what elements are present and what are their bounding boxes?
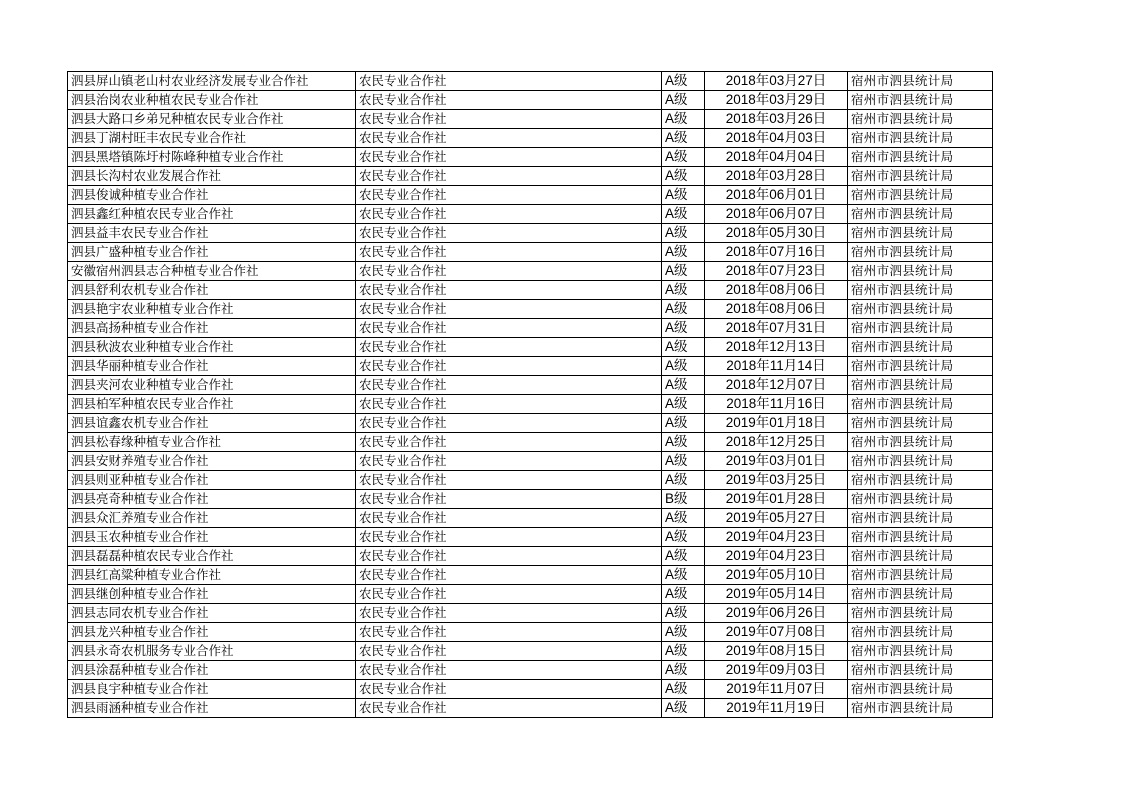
cooperative-type-cell: 农民专业合作社 <box>356 528 662 547</box>
cooperative-type-cell: 农民专业合作社 <box>356 186 662 205</box>
rating-grade-cell: A级 <box>662 471 705 490</box>
cooperative-name-cell: 泗县艳宇农业种植专业合作社 <box>68 300 356 319</box>
cooperative-type-cell: 农民专业合作社 <box>356 699 662 718</box>
rating-date-cell: 2018年03月26日 <box>705 110 848 129</box>
rating-grade-cell: A级 <box>662 224 705 243</box>
rating-grade-cell: A级 <box>662 262 705 281</box>
rating-date-cell: 2019年03月25日 <box>705 471 848 490</box>
cooperative-name-cell: 泗县志同农机专业合作社 <box>68 604 356 623</box>
rating-grade-cell: A级 <box>662 376 705 395</box>
rating-grade-cell: A级 <box>662 110 705 129</box>
rating-grade-cell: A级 <box>662 148 705 167</box>
issuing-agency-cell: 宿州市泗县统计局 <box>848 224 993 243</box>
cooperative-type-cell: 农民专业合作社 <box>356 585 662 604</box>
rating-date-cell: 2019年09月03日 <box>705 661 848 680</box>
table-row <box>68 300 993 319</box>
issuing-agency-cell: 宿州市泗县统计局 <box>848 319 993 338</box>
cooperative-type-cell: 农民专业合作社 <box>356 433 662 452</box>
cooperative-type-cell: 农民专业合作社 <box>356 623 662 642</box>
table-row <box>68 110 993 129</box>
table-row <box>68 72 993 91</box>
cooperative-type-cell: 农民专业合作社 <box>356 452 662 471</box>
cooperative-type-cell: 农民专业合作社 <box>356 338 662 357</box>
cooperative-name-cell: 泗县众汇养殖专业合作社 <box>68 509 356 528</box>
issuing-agency-cell: 宿州市泗县统计局 <box>848 91 993 110</box>
cooperative-name-cell: 泗县龙兴种植专业合作社 <box>68 623 356 642</box>
table-row <box>68 604 993 623</box>
table-row <box>68 395 993 414</box>
rating-date-cell: 2018年11月14日 <box>705 357 848 376</box>
rating-date-cell: 2019年04月23日 <box>705 528 848 547</box>
cooperative-name-cell: 泗县鑫红种植农民专业合作社 <box>68 205 356 224</box>
rating-grade-cell: A级 <box>662 243 705 262</box>
table-row <box>68 661 993 680</box>
table-row <box>68 699 993 718</box>
rating-date-cell: 2018年12月25日 <box>705 433 848 452</box>
rating-date-cell: 2019年05月27日 <box>705 509 848 528</box>
issuing-agency-cell: 宿州市泗县统计局 <box>848 414 993 433</box>
cooperative-name-cell: 泗县安财养殖专业合作社 <box>68 452 356 471</box>
rating-date-cell: 2019年11月19日 <box>705 699 848 718</box>
rating-date-cell: 2018年06月01日 <box>705 186 848 205</box>
rating-date-cell: 2018年05月30日 <box>705 224 848 243</box>
issuing-agency-cell: 宿州市泗县统计局 <box>848 566 993 585</box>
rating-date-cell: 2018年08月06日 <box>705 300 848 319</box>
issuing-agency-cell: 宿州市泗县统计局 <box>848 433 993 452</box>
rating-date-cell: 2019年01月18日 <box>705 414 848 433</box>
cooperative-rating-table <box>67 71 993 718</box>
cooperative-name-cell: 泗县治岗农业种植农民专业合作社 <box>68 91 356 110</box>
rating-date-cell: 2018年04月04日 <box>705 148 848 167</box>
issuing-agency-cell: 宿州市泗县统计局 <box>848 395 993 414</box>
rating-grade-cell: A级 <box>662 699 705 718</box>
cooperative-type-cell: 农民专业合作社 <box>356 167 662 186</box>
rating-date-cell: 2018年08月06日 <box>705 281 848 300</box>
table-row <box>68 509 993 528</box>
cooperative-type-cell: 农民专业合作社 <box>356 471 662 490</box>
issuing-agency-cell: 宿州市泗县统计局 <box>848 642 993 661</box>
issuing-agency-cell: 宿州市泗县统计局 <box>848 205 993 224</box>
table-body <box>68 72 993 718</box>
cooperative-name-cell: 泗县涂磊种植专业合作社 <box>68 661 356 680</box>
cooperative-type-cell: 农民专业合作社 <box>356 110 662 129</box>
rating-grade-cell: A级 <box>662 129 705 148</box>
rating-date-cell: 2019年04月23日 <box>705 547 848 566</box>
rating-grade-cell: A级 <box>662 680 705 699</box>
rating-grade-cell: A级 <box>662 395 705 414</box>
cooperative-type-cell: 农民专业合作社 <box>356 490 662 509</box>
cooperative-name-cell: 泗县益丰农民专业合作社 <box>68 224 356 243</box>
cooperative-name-cell: 泗县红高粱种植专业合作社 <box>68 566 356 585</box>
cooperative-name-cell: 泗县永奇农机服务专业合作社 <box>68 642 356 661</box>
cooperative-type-cell: 农民专业合作社 <box>356 547 662 566</box>
table-row <box>68 623 993 642</box>
table-row <box>68 414 993 433</box>
rating-grade-cell: A级 <box>662 300 705 319</box>
cooperative-type-cell: 农民专业合作社 <box>356 319 662 338</box>
rating-date-cell: 2019年05月14日 <box>705 585 848 604</box>
rating-grade-cell: A级 <box>662 452 705 471</box>
rating-grade-cell: A级 <box>662 642 705 661</box>
table-row <box>68 129 993 148</box>
cooperative-type-cell: 农民专业合作社 <box>356 129 662 148</box>
rating-grade-cell: A级 <box>662 509 705 528</box>
cooperative-type-cell: 农民专业合作社 <box>356 91 662 110</box>
cooperative-type-cell: 农民专业合作社 <box>356 300 662 319</box>
issuing-agency-cell: 宿州市泗县统计局 <box>848 623 993 642</box>
rating-grade-cell: A级 <box>662 319 705 338</box>
cooperative-type-cell: 农民专业合作社 <box>356 243 662 262</box>
cooperative-name-cell: 泗县松春缘种植专业合作社 <box>68 433 356 452</box>
cooperative-type-cell: 农民专业合作社 <box>356 281 662 300</box>
rating-date-cell: 2018年03月29日 <box>705 91 848 110</box>
rating-date-cell: 2019年05月10日 <box>705 566 848 585</box>
cooperative-type-cell: 农民专业合作社 <box>356 224 662 243</box>
rating-date-cell: 2018年03月28日 <box>705 167 848 186</box>
table-row <box>68 319 993 338</box>
table-row <box>68 471 993 490</box>
table-row <box>68 262 993 281</box>
table-row <box>68 186 993 205</box>
cooperative-type-cell: 农民专业合作社 <box>356 414 662 433</box>
table-row <box>68 452 993 471</box>
issuing-agency-cell: 宿州市泗县统计局 <box>848 186 993 205</box>
rating-date-cell: 2019年06月26日 <box>705 604 848 623</box>
cooperative-name-cell: 泗县华丽种植专业合作社 <box>68 357 356 376</box>
issuing-agency-cell: 宿州市泗县统计局 <box>848 357 993 376</box>
rating-grade-cell: A级 <box>662 623 705 642</box>
cooperative-name-cell: 泗县高扬种植专业合作社 <box>68 319 356 338</box>
rating-grade-cell: A级 <box>662 661 705 680</box>
table-row <box>68 338 993 357</box>
table-row <box>68 642 993 661</box>
cooperative-name-cell: 泗县则亚种植专业合作社 <box>68 471 356 490</box>
rating-grade-cell: A级 <box>662 167 705 186</box>
rating-date-cell: 2018年12月07日 <box>705 376 848 395</box>
cooperative-type-cell: 农民专业合作社 <box>356 357 662 376</box>
cooperative-name-cell: 泗县继创种植专业合作社 <box>68 585 356 604</box>
rating-grade-cell: A级 <box>662 585 705 604</box>
cooperative-type-cell: 农民专业合作社 <box>356 395 662 414</box>
cooperative-type-cell: 农民专业合作社 <box>356 72 662 91</box>
rating-grade-cell: A级 <box>662 338 705 357</box>
table-row <box>68 148 993 167</box>
cooperative-name-cell: 泗县磊磊种植农民专业合作社 <box>68 547 356 566</box>
rating-date-cell: 2018年07月23日 <box>705 262 848 281</box>
rating-date-cell: 2018年12月13日 <box>705 338 848 357</box>
rating-date-cell: 2019年08月15日 <box>705 642 848 661</box>
issuing-agency-cell: 宿州市泗县统计局 <box>848 471 993 490</box>
cooperative-type-cell: 农民专业合作社 <box>356 680 662 699</box>
issuing-agency-cell: 宿州市泗县统计局 <box>848 490 993 509</box>
rating-grade-cell: A级 <box>662 566 705 585</box>
issuing-agency-cell: 宿州市泗县统计局 <box>848 338 993 357</box>
rating-date-cell: 2019年01月28日 <box>705 490 848 509</box>
cooperative-name-cell: 泗县大路口乡弟兄种植农民专业合作社 <box>68 110 356 129</box>
cooperative-name-cell: 泗县玉农种植专业合作社 <box>68 528 356 547</box>
cooperative-name-cell: 泗县俊诚种植专业合作社 <box>68 186 356 205</box>
cooperative-type-cell: 农民专业合作社 <box>356 566 662 585</box>
issuing-agency-cell: 宿州市泗县统计局 <box>848 281 993 300</box>
rating-grade-cell: A级 <box>662 91 705 110</box>
rating-date-cell: 2018年11月16日 <box>705 395 848 414</box>
rating-date-cell: 2019年11月07日 <box>705 680 848 699</box>
cooperative-type-cell: 农民专业合作社 <box>356 642 662 661</box>
rating-date-cell: 2018年07月16日 <box>705 243 848 262</box>
rating-date-cell: 2019年03月01日 <box>705 452 848 471</box>
issuing-agency-cell: 宿州市泗县统计局 <box>848 72 993 91</box>
cooperative-name-cell: 泗县黑塔镇陈圩村陈峰种植专业合作社 <box>68 148 356 167</box>
table-row <box>68 281 993 300</box>
rating-date-cell: 2018年07月31日 <box>705 319 848 338</box>
table-row <box>68 528 993 547</box>
cooperative-name-cell: 泗县舒利农机专业合作社 <box>68 281 356 300</box>
table-row <box>68 243 993 262</box>
cooperative-name-cell: 安徽宿州泗县志合种植专业合作社 <box>68 262 356 281</box>
cooperative-name-cell: 泗县秋波农业种植专业合作社 <box>68 338 356 357</box>
cooperative-type-cell: 农民专业合作社 <box>356 509 662 528</box>
cooperative-name-cell: 泗县丁湖村旺丰农民专业合作社 <box>68 129 356 148</box>
rating-date-cell: 2019年07月08日 <box>705 623 848 642</box>
cooperative-type-cell: 农民专业合作社 <box>356 262 662 281</box>
table-row <box>68 433 993 452</box>
issuing-agency-cell: 宿州市泗县统计局 <box>848 661 993 680</box>
issuing-agency-cell: 宿州市泗县统计局 <box>848 376 993 395</box>
issuing-agency-cell: 宿州市泗县统计局 <box>848 167 993 186</box>
rating-grade-cell: B级 <box>662 490 705 509</box>
cooperative-name-cell: 泗县亮奇种植专业合作社 <box>68 490 356 509</box>
issuing-agency-cell: 宿州市泗县统计局 <box>848 680 993 699</box>
rating-date-cell: 2018年04月03日 <box>705 129 848 148</box>
cooperative-type-cell: 农民专业合作社 <box>356 604 662 623</box>
table-row <box>68 547 993 566</box>
rating-grade-cell: A级 <box>662 547 705 566</box>
table-row <box>68 585 993 604</box>
table-row <box>68 91 993 110</box>
rating-date-cell: 2018年06月07日 <box>705 205 848 224</box>
rating-grade-cell: A级 <box>662 604 705 623</box>
issuing-agency-cell: 宿州市泗县统计局 <box>848 129 993 148</box>
rating-grade-cell: A级 <box>662 281 705 300</box>
issuing-agency-cell: 宿州市泗县统计局 <box>848 699 993 718</box>
rating-grade-cell: A级 <box>662 186 705 205</box>
issuing-agency-cell: 宿州市泗县统计局 <box>848 604 993 623</box>
table-row <box>68 205 993 224</box>
cooperative-name-cell: 泗县良宇种植专业合作社 <box>68 680 356 699</box>
issuing-agency-cell: 宿州市泗县统计局 <box>848 262 993 281</box>
cooperative-type-cell: 农民专业合作社 <box>356 376 662 395</box>
issuing-agency-cell: 宿州市泗县统计局 <box>848 300 993 319</box>
table-row <box>68 357 993 376</box>
cooperative-type-cell: 农民专业合作社 <box>356 205 662 224</box>
issuing-agency-cell: 宿州市泗县统计局 <box>848 243 993 262</box>
issuing-agency-cell: 宿州市泗县统计局 <box>848 148 993 167</box>
cooperative-type-cell: 农民专业合作社 <box>356 148 662 167</box>
table-row <box>68 680 993 699</box>
rating-grade-cell: A级 <box>662 528 705 547</box>
issuing-agency-cell: 宿州市泗县统计局 <box>848 528 993 547</box>
table-row <box>68 224 993 243</box>
table-row <box>68 490 993 509</box>
cooperative-type-cell: 农民专业合作社 <box>356 661 662 680</box>
table-row <box>68 376 993 395</box>
issuing-agency-cell: 宿州市泗县统计局 <box>848 452 993 471</box>
rating-grade-cell: A级 <box>662 414 705 433</box>
issuing-agency-cell: 宿州市泗县统计局 <box>848 509 993 528</box>
table-row <box>68 566 993 585</box>
rating-grade-cell: A级 <box>662 357 705 376</box>
cooperative-name-cell: 泗县广盛种植专业合作社 <box>68 243 356 262</box>
rating-date-cell: 2018年03月27日 <box>705 72 848 91</box>
cooperative-name-cell: 泗县屏山镇老山村农业经济发展专业合作社 <box>68 72 356 91</box>
issuing-agency-cell: 宿州市泗县统计局 <box>848 585 993 604</box>
cooperative-name-cell: 泗县雨涵种植专业合作社 <box>68 699 356 718</box>
issuing-agency-cell: 宿州市泗县统计局 <box>848 110 993 129</box>
cooperative-name-cell: 泗县柏军种植农民专业合作社 <box>68 395 356 414</box>
cooperative-name-cell: 泗县谊鑫农机专业合作社 <box>68 414 356 433</box>
rating-grade-cell: A级 <box>662 72 705 91</box>
issuing-agency-cell: 宿州市泗县统计局 <box>848 547 993 566</box>
cooperative-name-cell: 泗县夹河农业种植专业合作社 <box>68 376 356 395</box>
cooperative-name-cell: 泗县长沟村农业发展合作社 <box>68 167 356 186</box>
rating-grade-cell: A级 <box>662 433 705 452</box>
rating-grade-cell: A级 <box>662 205 705 224</box>
table-row <box>68 167 993 186</box>
